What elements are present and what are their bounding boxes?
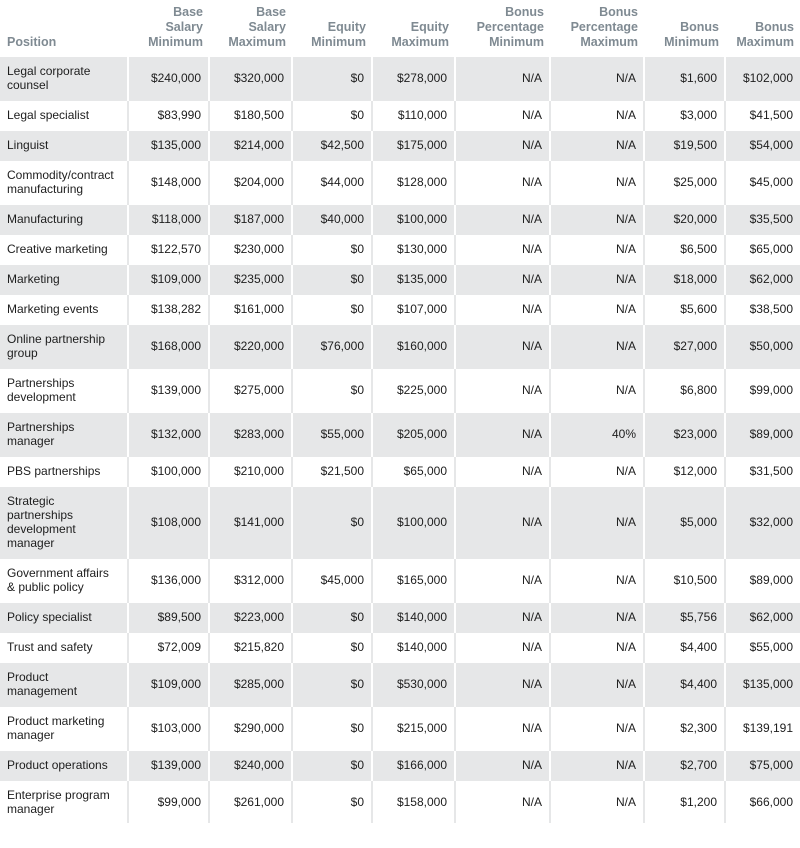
bonus-minimum-cell: $10,500 bbox=[644, 558, 725, 602]
bonus-minimum-cell: $5,600 bbox=[644, 294, 725, 324]
position-cell: Enterprise program manager bbox=[0, 780, 128, 823]
equity-minimum-cell: $40,000 bbox=[292, 204, 372, 234]
bonus-percentage-minimum-cell: N/A bbox=[455, 324, 550, 368]
bonus-maximum-cell: $139,191 bbox=[725, 706, 800, 750]
equity-minimum-cell: $44,000 bbox=[292, 160, 372, 204]
bonus-percentage-maximum-cell: N/A bbox=[550, 100, 644, 130]
position-cell: PBS partnerships bbox=[0, 456, 128, 486]
position-cell: Marketing bbox=[0, 264, 128, 294]
base-salary-maximum-cell: $223,000 bbox=[209, 602, 292, 632]
base-salary-maximum-cell: $275,000 bbox=[209, 368, 292, 412]
position-cell: Strategic partnerships development manager bbox=[0, 486, 128, 558]
equity-maximum-cell: $110,000 bbox=[372, 100, 455, 130]
equity-maximum-cell: $100,000 bbox=[372, 204, 455, 234]
header-line: Equity bbox=[410, 20, 449, 34]
bonus-percentage-maximum-cell: N/A bbox=[550, 486, 644, 558]
position-cell: Partnerships manager bbox=[0, 412, 128, 456]
equity-maximum-cell: $215,000 bbox=[372, 706, 455, 750]
equity-minimum-cell: $0 bbox=[292, 486, 372, 558]
bonus-minimum-cell: $27,000 bbox=[644, 324, 725, 368]
bonus-percentage-maximum-cell: N/A bbox=[550, 324, 644, 368]
bonus-percentage-maximum-cell: N/A bbox=[550, 264, 644, 294]
header-line: Percentage bbox=[476, 20, 544, 34]
header-line: Maximum bbox=[391, 35, 449, 49]
table-row bbox=[0, 130, 800, 160]
bonus-percentage-minimum-cell: N/A bbox=[455, 294, 550, 324]
equity-minimum-cell: $0 bbox=[292, 294, 372, 324]
bonus-percentage-minimum-cell: N/A bbox=[455, 100, 550, 130]
position-cell: Commodity/contract manufacturing bbox=[0, 160, 128, 204]
base-salary-maximum-cell: $240,000 bbox=[209, 750, 292, 780]
table-row bbox=[0, 412, 800, 456]
position-cell: Product marketing manager bbox=[0, 706, 128, 750]
header-line: Base bbox=[173, 5, 203, 19]
header-bonus-percentage-minimum bbox=[455, 0, 550, 56]
base-salary-minimum-cell: $122,570 bbox=[128, 234, 209, 264]
bonus-minimum-cell: $5,756 bbox=[644, 602, 725, 632]
base-salary-minimum-cell: $139,000 bbox=[128, 750, 209, 780]
table-body bbox=[0, 56, 800, 823]
bonus-percentage-minimum-cell: N/A bbox=[455, 264, 550, 294]
equity-minimum-cell: $42,500 bbox=[292, 130, 372, 160]
bonus-percentage-maximum-cell: N/A bbox=[550, 750, 644, 780]
equity-maximum-cell: $278,000 bbox=[372, 56, 455, 100]
bonus-percentage-maximum-cell: N/A bbox=[550, 558, 644, 602]
base-salary-minimum-cell: $132,000 bbox=[128, 412, 209, 456]
equity-minimum-cell: $0 bbox=[292, 706, 372, 750]
equity-maximum-cell: $175,000 bbox=[372, 130, 455, 160]
position-cell: Legal corporate counsel bbox=[0, 56, 128, 100]
header-line: Bonus bbox=[505, 5, 544, 19]
bonus-minimum-cell: $25,000 bbox=[644, 160, 725, 204]
base-salary-minimum-cell: $83,990 bbox=[128, 100, 209, 130]
position-cell: Linguist bbox=[0, 130, 128, 160]
base-salary-maximum-cell: $230,000 bbox=[209, 234, 292, 264]
bonus-maximum-cell: $32,000 bbox=[725, 486, 800, 558]
equity-minimum-cell: $21,500 bbox=[292, 456, 372, 486]
header-equity-maximum bbox=[372, 0, 455, 56]
position-cell: Policy specialist bbox=[0, 602, 128, 632]
equity-maximum-cell: $100,000 bbox=[372, 486, 455, 558]
table-row bbox=[0, 324, 800, 368]
header-line: Equity bbox=[327, 20, 366, 34]
bonus-percentage-maximum-cell: N/A bbox=[550, 130, 644, 160]
bonus-minimum-cell: $18,000 bbox=[644, 264, 725, 294]
header-position-text: Position bbox=[7, 35, 57, 49]
bonus-maximum-cell: $66,000 bbox=[725, 780, 800, 823]
bonus-percentage-minimum-cell: N/A bbox=[455, 602, 550, 632]
bonus-percentage-minimum-cell: N/A bbox=[455, 56, 550, 100]
header-line: Maximum bbox=[580, 35, 638, 49]
equity-maximum-cell: $160,000 bbox=[372, 324, 455, 368]
base-salary-minimum-cell: $103,000 bbox=[128, 706, 209, 750]
bonus-percentage-minimum-cell: N/A bbox=[455, 662, 550, 706]
bonus-maximum-cell: $45,000 bbox=[725, 160, 800, 204]
table-row bbox=[0, 456, 800, 486]
equity-maximum-cell: $128,000 bbox=[372, 160, 455, 204]
bonus-percentage-minimum-cell: N/A bbox=[455, 456, 550, 486]
base-salary-minimum-cell: $148,000 bbox=[128, 160, 209, 204]
header-line: Percentage bbox=[570, 20, 638, 34]
table-row bbox=[0, 750, 800, 780]
bonus-percentage-maximum-cell: N/A bbox=[550, 456, 644, 486]
equity-maximum-cell: $130,000 bbox=[372, 234, 455, 264]
bonus-percentage-minimum-cell: N/A bbox=[455, 234, 550, 264]
bonus-percentage-maximum-cell: N/A bbox=[550, 662, 644, 706]
bonus-maximum-cell: $38,500 bbox=[725, 294, 800, 324]
header-line: Salary bbox=[248, 20, 286, 34]
base-salary-maximum-cell: $204,000 bbox=[209, 160, 292, 204]
base-salary-minimum-cell: $138,282 bbox=[128, 294, 209, 324]
position-cell: Creative marketing bbox=[0, 234, 128, 264]
base-salary-maximum-cell: $283,000 bbox=[209, 412, 292, 456]
equity-maximum-cell: $158,000 bbox=[372, 780, 455, 823]
header-base-salary-maximum bbox=[209, 0, 292, 56]
base-salary-maximum-cell: $210,000 bbox=[209, 456, 292, 486]
equity-minimum-cell: $0 bbox=[292, 750, 372, 780]
bonus-percentage-maximum-cell: 40% bbox=[550, 412, 644, 456]
bonus-percentage-maximum-cell: N/A bbox=[550, 234, 644, 264]
bonus-percentage-minimum-cell: N/A bbox=[455, 160, 550, 204]
position-cell: Manufacturing bbox=[0, 204, 128, 234]
position-cell: Partnerships development bbox=[0, 368, 128, 412]
table-row bbox=[0, 234, 800, 264]
base-salary-maximum-cell: $141,000 bbox=[209, 486, 292, 558]
bonus-maximum-cell: $75,000 bbox=[725, 750, 800, 780]
bonus-minimum-cell: $5,000 bbox=[644, 486, 725, 558]
header-line: Bonus bbox=[755, 20, 794, 34]
bonus-percentage-maximum-cell: N/A bbox=[550, 204, 644, 234]
table-row bbox=[0, 100, 800, 130]
bonus-maximum-cell: $31,500 bbox=[725, 456, 800, 486]
table-row bbox=[0, 632, 800, 662]
header-bonus-minimum bbox=[644, 0, 725, 56]
bonus-maximum-cell: $35,500 bbox=[725, 204, 800, 234]
header-row bbox=[0, 0, 800, 56]
bonus-maximum-cell: $89,000 bbox=[725, 412, 800, 456]
equity-minimum-cell: $45,000 bbox=[292, 558, 372, 602]
equity-minimum-cell: $0 bbox=[292, 780, 372, 823]
bonus-percentage-maximum-cell: N/A bbox=[550, 368, 644, 412]
equity-maximum-cell: $166,000 bbox=[372, 750, 455, 780]
bonus-minimum-cell: $19,500 bbox=[644, 130, 725, 160]
position-cell: Legal specialist bbox=[0, 100, 128, 130]
bonus-percentage-minimum-cell: N/A bbox=[455, 780, 550, 823]
bonus-percentage-minimum-cell: N/A bbox=[455, 632, 550, 662]
base-salary-maximum-cell: $161,000 bbox=[209, 294, 292, 324]
equity-minimum-cell: $0 bbox=[292, 264, 372, 294]
base-salary-maximum-cell: $290,000 bbox=[209, 706, 292, 750]
header-line: Minimum bbox=[489, 35, 544, 49]
bonus-maximum-cell: $50,000 bbox=[725, 324, 800, 368]
bonus-maximum-cell: $55,000 bbox=[725, 632, 800, 662]
base-salary-maximum-cell: $214,000 bbox=[209, 130, 292, 160]
bonus-minimum-cell: $2,300 bbox=[644, 706, 725, 750]
bonus-percentage-maximum-cell: N/A bbox=[550, 632, 644, 662]
header-position bbox=[0, 0, 128, 56]
header-equity-minimum bbox=[292, 0, 372, 56]
header-bonus-maximum bbox=[725, 0, 800, 56]
table-row bbox=[0, 368, 800, 412]
equity-maximum-cell: $530,000 bbox=[372, 662, 455, 706]
bonus-percentage-minimum-cell: N/A bbox=[455, 412, 550, 456]
bonus-minimum-cell: $1,600 bbox=[644, 56, 725, 100]
base-salary-maximum-cell: $235,000 bbox=[209, 264, 292, 294]
table-row bbox=[0, 264, 800, 294]
header-line: Minimum bbox=[664, 35, 719, 49]
equity-minimum-cell: $0 bbox=[292, 632, 372, 662]
header-line: Base bbox=[256, 5, 286, 19]
base-salary-minimum-cell: $109,000 bbox=[128, 662, 209, 706]
equity-minimum-cell: $55,000 bbox=[292, 412, 372, 456]
header-line: Salary bbox=[165, 20, 203, 34]
equity-minimum-cell: $76,000 bbox=[292, 324, 372, 368]
table-row bbox=[0, 706, 800, 750]
bonus-percentage-minimum-cell: N/A bbox=[455, 486, 550, 558]
base-salary-minimum-cell: $136,000 bbox=[128, 558, 209, 602]
bonus-minimum-cell: $12,000 bbox=[644, 456, 725, 486]
position-cell: Government affairs & public policy bbox=[0, 558, 128, 602]
bonus-percentage-maximum-cell: N/A bbox=[550, 706, 644, 750]
equity-minimum-cell: $0 bbox=[292, 662, 372, 706]
equity-minimum-cell: $0 bbox=[292, 602, 372, 632]
base-salary-minimum-cell: $100,000 bbox=[128, 456, 209, 486]
base-salary-maximum-cell: $180,500 bbox=[209, 100, 292, 130]
equity-minimum-cell: $0 bbox=[292, 56, 372, 100]
base-salary-minimum-cell: $108,000 bbox=[128, 486, 209, 558]
header-line: Minimum bbox=[148, 35, 203, 49]
header-line: Maximum bbox=[228, 35, 286, 49]
base-salary-minimum-cell: $240,000 bbox=[128, 56, 209, 100]
header-line: Minimum bbox=[311, 35, 366, 49]
bonus-minimum-cell: $6,800 bbox=[644, 368, 725, 412]
equity-minimum-cell: $0 bbox=[292, 234, 372, 264]
base-salary-maximum-cell: $261,000 bbox=[209, 780, 292, 823]
base-salary-minimum-cell: $139,000 bbox=[128, 368, 209, 412]
bonus-minimum-cell: $4,400 bbox=[644, 632, 725, 662]
bonus-maximum-cell: $62,000 bbox=[725, 264, 800, 294]
table-row bbox=[0, 294, 800, 324]
bonus-percentage-minimum-cell: N/A bbox=[455, 558, 550, 602]
base-salary-minimum-cell: $135,000 bbox=[128, 130, 209, 160]
equity-maximum-cell: $165,000 bbox=[372, 558, 455, 602]
base-salary-minimum-cell: $168,000 bbox=[128, 324, 209, 368]
bonus-percentage-minimum-cell: N/A bbox=[455, 368, 550, 412]
base-salary-minimum-cell: $118,000 bbox=[128, 204, 209, 234]
equity-maximum-cell: $135,000 bbox=[372, 264, 455, 294]
table-row bbox=[0, 602, 800, 632]
bonus-maximum-cell: $135,000 bbox=[725, 662, 800, 706]
equity-maximum-cell: $65,000 bbox=[372, 456, 455, 486]
equity-maximum-cell: $140,000 bbox=[372, 602, 455, 632]
table-row bbox=[0, 56, 800, 100]
base-salary-maximum-cell: $312,000 bbox=[209, 558, 292, 602]
equity-minimum-cell: $0 bbox=[292, 100, 372, 130]
base-salary-maximum-cell: $320,000 bbox=[209, 56, 292, 100]
bonus-minimum-cell: $6,500 bbox=[644, 234, 725, 264]
position-cell: Marketing events bbox=[0, 294, 128, 324]
bonus-maximum-cell: $89,000 bbox=[725, 558, 800, 602]
bonus-minimum-cell: $4,400 bbox=[644, 662, 725, 706]
bonus-maximum-cell: $62,000 bbox=[725, 602, 800, 632]
equity-maximum-cell: $140,000 bbox=[372, 632, 455, 662]
bonus-maximum-cell: $54,000 bbox=[725, 130, 800, 160]
bonus-percentage-maximum-cell: N/A bbox=[550, 294, 644, 324]
position-cell: Product operations bbox=[0, 750, 128, 780]
table-row bbox=[0, 160, 800, 204]
table-row bbox=[0, 204, 800, 234]
bonus-percentage-maximum-cell: N/A bbox=[550, 160, 644, 204]
bonus-percentage-minimum-cell: N/A bbox=[455, 130, 550, 160]
base-salary-minimum-cell: $72,009 bbox=[128, 632, 209, 662]
bonus-percentage-minimum-cell: N/A bbox=[455, 750, 550, 780]
header-line: Maximum bbox=[736, 35, 794, 49]
base-salary-maximum-cell: $215,820 bbox=[209, 632, 292, 662]
bonus-minimum-cell: $3,000 bbox=[644, 100, 725, 130]
bonus-minimum-cell: $1,200 bbox=[644, 780, 725, 823]
header-bonus-percentage-maximum bbox=[550, 0, 644, 56]
base-salary-maximum-cell: $187,000 bbox=[209, 204, 292, 234]
bonus-percentage-maximum-cell: N/A bbox=[550, 780, 644, 823]
base-salary-minimum-cell: $109,000 bbox=[128, 264, 209, 294]
base-salary-maximum-cell: $285,000 bbox=[209, 662, 292, 706]
bonus-minimum-cell: $23,000 bbox=[644, 412, 725, 456]
equity-maximum-cell: $225,000 bbox=[372, 368, 455, 412]
table-row bbox=[0, 780, 800, 823]
equity-minimum-cell: $0 bbox=[292, 368, 372, 412]
table-row bbox=[0, 558, 800, 602]
bonus-maximum-cell: $65,000 bbox=[725, 234, 800, 264]
header-line: Bonus bbox=[680, 20, 719, 34]
bonus-percentage-maximum-cell: N/A bbox=[550, 602, 644, 632]
position-cell: Product management bbox=[0, 662, 128, 706]
bonus-maximum-cell: $99,000 bbox=[725, 368, 800, 412]
bonus-maximum-cell: $41,500 bbox=[725, 100, 800, 130]
header-base-salary-minimum bbox=[128, 0, 209, 56]
table-row bbox=[0, 486, 800, 558]
table-row bbox=[0, 662, 800, 706]
bonus-percentage-minimum-cell: N/A bbox=[455, 204, 550, 234]
base-salary-maximum-cell: $220,000 bbox=[209, 324, 292, 368]
bonus-minimum-cell: $20,000 bbox=[644, 204, 725, 234]
base-salary-minimum-cell: $99,000 bbox=[128, 780, 209, 823]
header-line: Bonus bbox=[599, 5, 638, 19]
equity-maximum-cell: $107,000 bbox=[372, 294, 455, 324]
bonus-minimum-cell: $2,700 bbox=[644, 750, 725, 780]
position-cell: Online partnership group bbox=[0, 324, 128, 368]
equity-maximum-cell: $205,000 bbox=[372, 412, 455, 456]
bonus-maximum-cell: $102,000 bbox=[725, 56, 800, 100]
bonus-percentage-minimum-cell: N/A bbox=[455, 706, 550, 750]
bonus-percentage-maximum-cell: N/A bbox=[550, 56, 644, 100]
base-salary-minimum-cell: $89,500 bbox=[128, 602, 209, 632]
position-cell: Trust and safety bbox=[0, 632, 128, 662]
